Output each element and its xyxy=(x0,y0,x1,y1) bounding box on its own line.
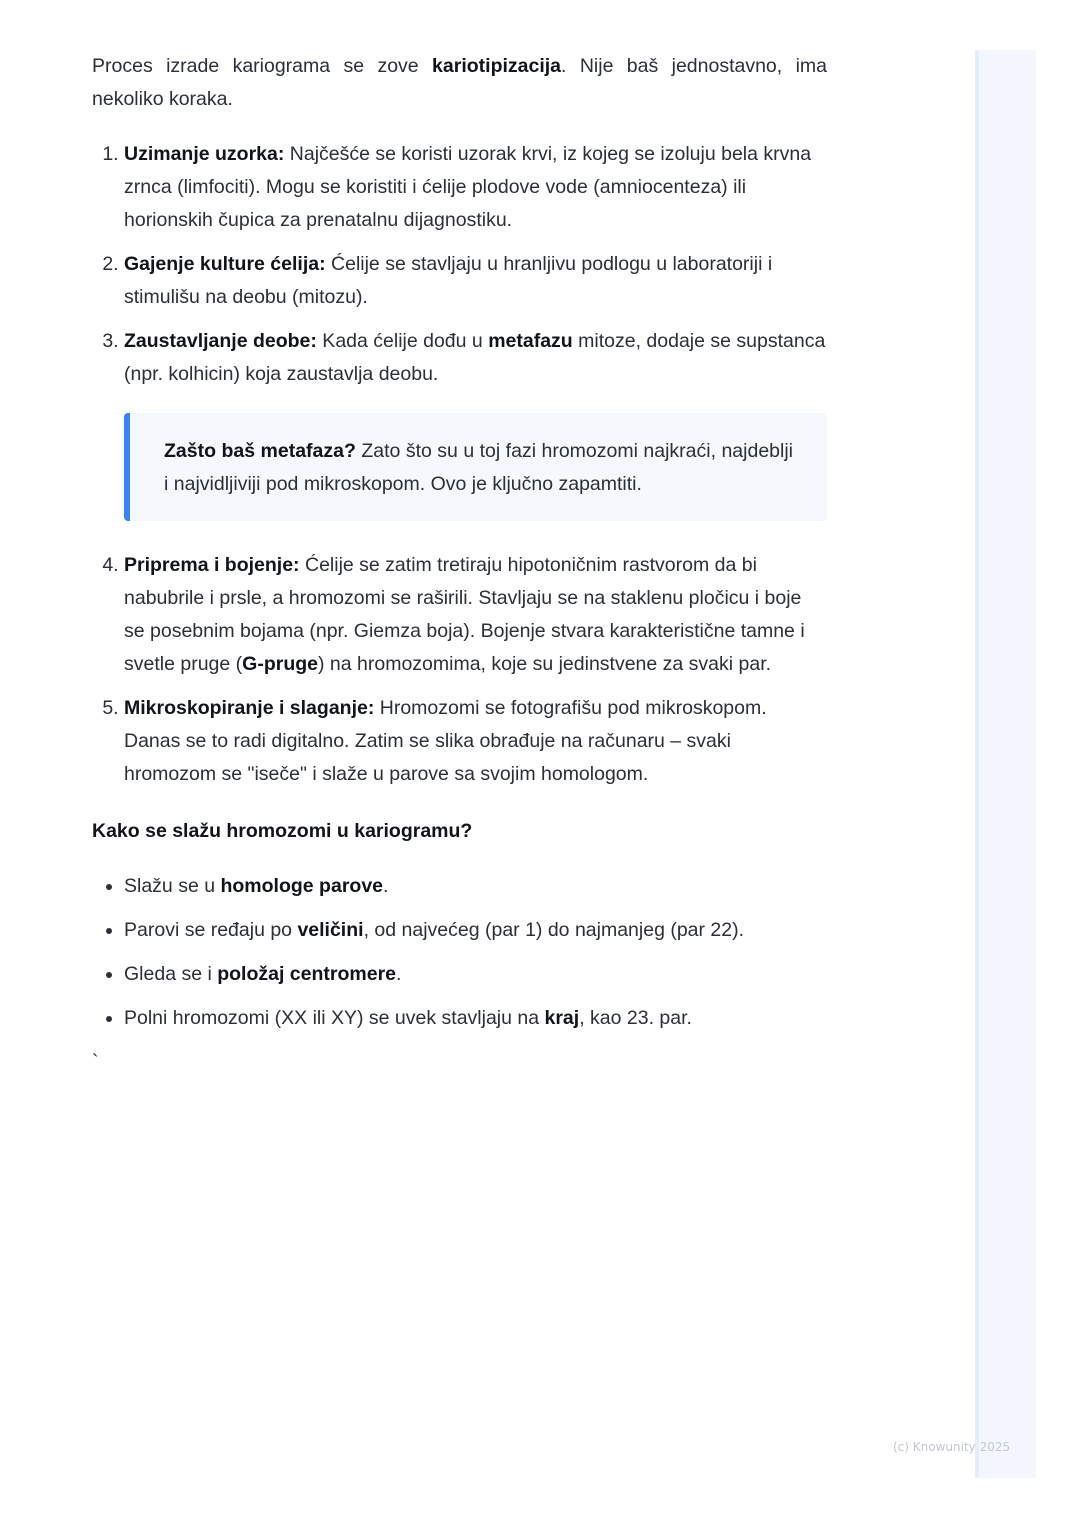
bullet-item: • Gleda se i položaj centromere. xyxy=(124,958,827,991)
step-item: 1. Uzimanje uzorka: Najčešće se koristi uzorak krvi, iz kojeg se izoluju bela krvna zrnca (limfociti). Mogu se koristiti i ćelije plodove vode (amniocenteza) ili horionskih čupica za prenatalnu dijagnostiku. xyxy=(124,138,827,237)
callout-note xyxy=(124,413,827,521)
callout-text: Zato što su u toj fazi hromozomi najkraći, najdeblji i najvidljiviji pod mikroskopom. Ovo je ključno zapamtiti. xyxy=(164,440,794,495)
bullet-item: • Parovi se ređaju po veličini, od najvećeg (par 1) do najmanjeg (par 22). xyxy=(124,914,827,947)
page-sidebar xyxy=(975,50,1036,1478)
bullet-item: • Slažu se u homologe parove. xyxy=(124,870,827,903)
intro-paragraph: Proces izrade kariograma se zove kariotipizacija. Nije baš jednostavno, ima nekoliko koraka. xyxy=(92,55,828,110)
watermark: (c) Knowunity 2025 xyxy=(893,1440,1011,1454)
section-heading: Kako se slažu hromozomi u kariogramu? xyxy=(92,820,473,842)
step-item: 2. Gajenje kulture ćelija: Ćelije se stavljaju u hranljivu podlogu u laboratoriji i stimulišu na deobu (mitozu). xyxy=(124,248,827,314)
document-body xyxy=(92,50,827,1079)
step-item: 4. Priprema i bojenje: Ćelije se zatim tretiraju hipotoničnim rastvorom da bi nabubrile i prsle, a hromozomi se raširili. Stavljaju se na staklenu pločicu i boje se posebnim bojama (npr. Giemza boja). Bojenje stvara karakteristične tamne i svetle pruge (G-pruge) na hromozomima, koje su jedinstvene za svaki par. xyxy=(124,549,827,681)
intro-term: kariotipizacija xyxy=(432,55,562,77)
step-item: 5. Mikroskopiranje i slaganje: Hromozomi se fotografišu pod mikroskopom. Danas se to radi digitalno. Zatim se slika obrađuje na računaru – svaki hromozom se "iseče" i slaže u parove sa svojim homologom. xyxy=(124,692,827,791)
steps-list xyxy=(92,138,827,391)
step-item: 3. Zaustavljanje deobe: Kada ćelije dođu u metafazu mitoze, dodaje se supstanca (npr. kolhicin) koja zaustavlja deobu. xyxy=(124,325,827,391)
bullet-list xyxy=(92,870,827,1035)
steps-list-continued xyxy=(92,549,827,791)
stray-mark: ` xyxy=(92,1051,99,1073)
callout-title: Zašto baš metafaza? xyxy=(164,440,356,462)
bullet-item: • Polni hromozomi (XX ili XY) se uvek stavljaju na kraj, kao 23. par. xyxy=(124,1002,827,1035)
